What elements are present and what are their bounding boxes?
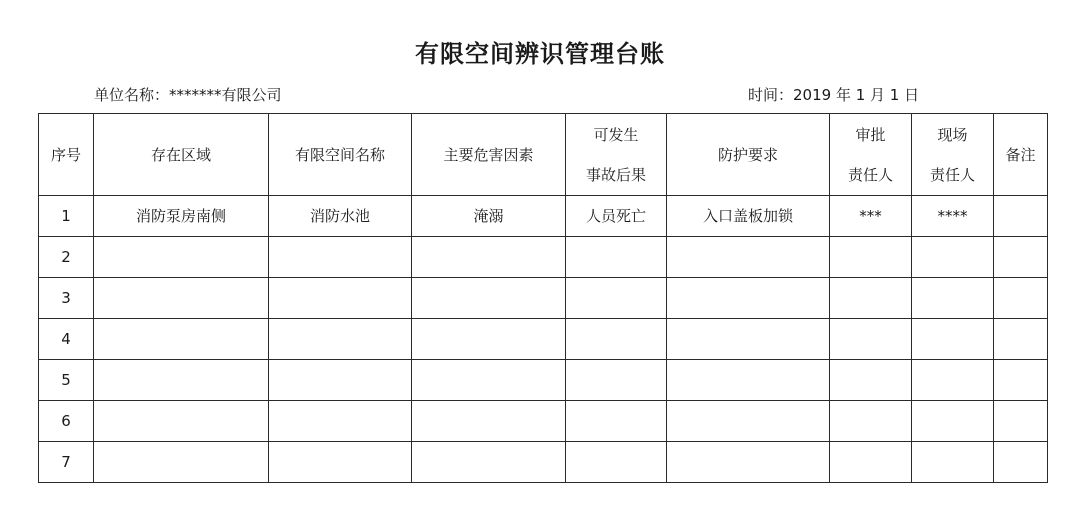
header-consequence-line1: 可发生	[593, 125, 639, 144]
cell-onsite	[912, 442, 994, 483]
cell-protection	[667, 319, 830, 360]
page-title: 有限空间辨识管理台账	[415, 40, 665, 68]
table-row	[39, 278, 1048, 319]
cell-approver	[830, 401, 912, 442]
table-row	[39, 237, 1048, 278]
cell-space-name	[269, 360, 412, 401]
cell-hazard	[412, 237, 566, 278]
cell-area	[94, 278, 269, 319]
cell-protection	[667, 360, 830, 401]
header-consequence	[566, 114, 667, 196]
cell-remark	[994, 278, 1048, 319]
cell-approver	[830, 442, 912, 483]
cell-space-name	[269, 319, 412, 360]
cell-seq: 7	[39, 442, 94, 483]
header-area: 存在区域	[94, 114, 269, 196]
cell-remark	[994, 237, 1048, 278]
cell-remark	[994, 319, 1048, 360]
header-approver-line1: 审批	[855, 125, 886, 144]
cell-onsite: ****	[912, 196, 994, 237]
cell-approver: ***	[830, 196, 912, 237]
cell-area	[94, 401, 269, 442]
cell-protection	[667, 278, 830, 319]
cell-protection: 入口盖板加锁	[667, 196, 830, 237]
cell-approver	[830, 319, 912, 360]
cell-protection	[667, 442, 830, 483]
cell-consequence	[566, 442, 667, 483]
cell-area: 消防泵房南侧	[94, 196, 269, 237]
table-row	[39, 319, 1048, 360]
cell-consequence: 人员死亡	[566, 196, 667, 237]
header-remark: 备注	[994, 114, 1048, 196]
header-approver	[830, 114, 912, 196]
cell-seq: 6	[39, 401, 94, 442]
cell-consequence	[566, 360, 667, 401]
cell-consequence	[566, 401, 667, 442]
cell-area	[94, 360, 269, 401]
cell-remark	[994, 401, 1048, 442]
cell-onsite	[912, 237, 994, 278]
header-seq: 序号	[39, 114, 94, 196]
cell-space-name	[269, 278, 412, 319]
cell-seq: 2	[39, 237, 94, 278]
header-onsite	[912, 114, 994, 196]
cell-consequence	[566, 237, 667, 278]
cell-hazard: 淹溺	[412, 196, 566, 237]
cell-hazard	[412, 278, 566, 319]
cell-seq: 3	[39, 278, 94, 319]
cell-hazard	[412, 360, 566, 401]
unit-name-label: 单位名称：*******有限公司	[94, 86, 282, 104]
cell-approver	[830, 278, 912, 319]
cell-remark	[994, 360, 1048, 401]
cell-remark	[994, 442, 1048, 483]
cell-hazard	[412, 401, 566, 442]
cell-protection	[667, 237, 830, 278]
cell-space-name	[269, 442, 412, 483]
ledger-table	[38, 113, 1048, 483]
cell-approver	[830, 237, 912, 278]
cell-area	[94, 237, 269, 278]
table-row	[39, 196, 1048, 237]
header-consequence-line2: 事故后果	[585, 165, 646, 184]
cell-seq: 4	[39, 319, 94, 360]
cell-hazard	[412, 442, 566, 483]
table-row	[39, 442, 1048, 483]
cell-space-name: 消防水池	[269, 196, 412, 237]
cell-seq: 1	[39, 196, 94, 237]
table-row	[39, 401, 1048, 442]
cell-remark	[994, 196, 1048, 237]
header-space-name: 有限空间名称	[269, 114, 412, 196]
header-hazard: 主要危害因素	[412, 114, 566, 196]
cell-area	[94, 442, 269, 483]
header-approver-line2: 责任人	[847, 165, 893, 184]
cell-seq: 5	[39, 360, 94, 401]
cell-onsite	[912, 319, 994, 360]
cell-approver	[830, 360, 912, 401]
cell-consequence	[566, 278, 667, 319]
cell-onsite	[912, 401, 994, 442]
table-row	[39, 360, 1048, 401]
cell-protection	[667, 401, 830, 442]
header-onsite-line1: 现场	[937, 125, 968, 144]
cell-onsite	[912, 278, 994, 319]
cell-space-name	[269, 401, 412, 442]
header-protection: 防护要求	[667, 114, 830, 196]
date-label: 时间：2019 年 1 月 1 日	[748, 86, 920, 104]
cell-consequence	[566, 319, 667, 360]
header-row	[39, 114, 1048, 196]
cell-hazard	[412, 319, 566, 360]
cell-space-name	[269, 237, 412, 278]
cell-area	[94, 319, 269, 360]
cell-onsite	[912, 360, 994, 401]
header-onsite-line2: 责任人	[929, 165, 975, 184]
